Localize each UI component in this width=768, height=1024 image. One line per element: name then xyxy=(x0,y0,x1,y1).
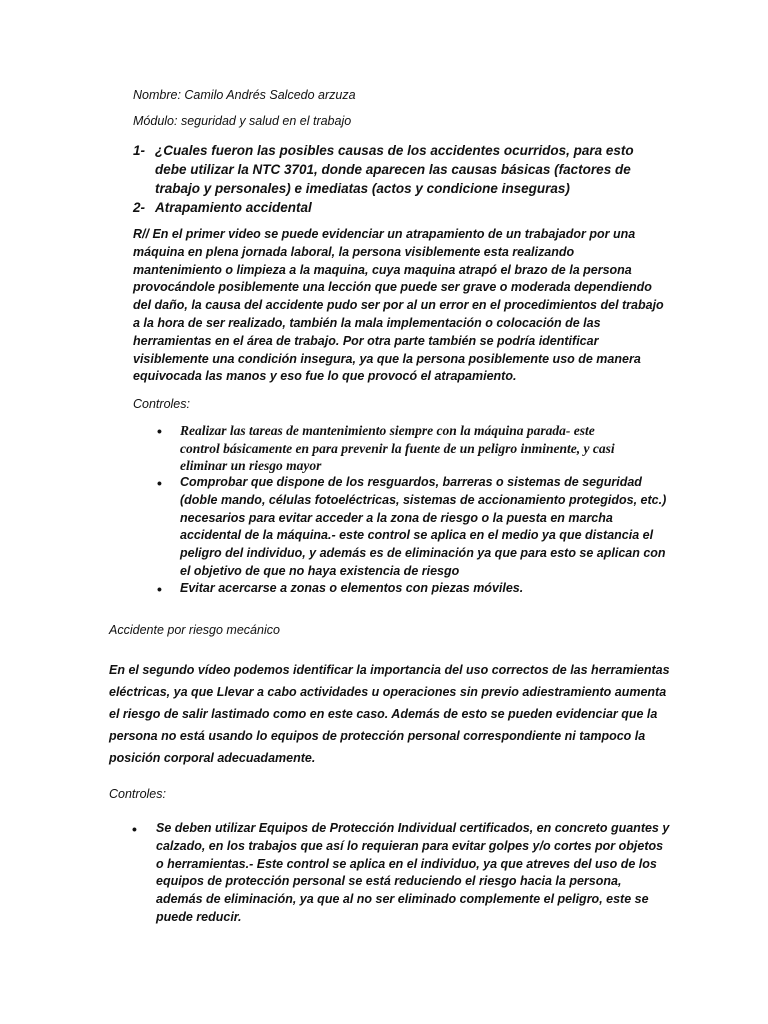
bullet-icon: • xyxy=(157,581,162,597)
section-2-line: posición corporal adecuadamente. xyxy=(109,751,316,765)
answer-1-line: del daño, la causa del accidente pudo ser por al un error en el procedimientos del trabajo xyxy=(133,298,664,313)
question-1-line: debe utilizar la NTC 3701, donde aparecen las causas básicas (factores de xyxy=(155,162,631,177)
section-2-title: Accidente por riesgo mecánico xyxy=(109,623,280,637)
answer-1-line: visiblemente una condición insegura, ya que la persona posiblemente uso de manera xyxy=(133,351,641,366)
section-2-line: En el segundo vídeo podemos identificar la importancia del uso correctos de las herramientas xyxy=(109,663,670,677)
answer-1-line: a la hora de ser realizado, también la mala implementación o colocación de las xyxy=(133,315,601,330)
control-2-item-1 xyxy=(156,820,669,927)
section-2-line: eléctricas, ya que Llevar a cabo actividades u operaciones sin previo adiestramiento aumenta xyxy=(109,685,667,699)
control-item-line: eliminar un riesgo mayor xyxy=(180,458,322,473)
control-item-line: puede reducir. xyxy=(156,909,242,924)
control-item-line: o herramientas.- Este control se aplica en el individuo, ya que atreves del uso de los xyxy=(156,856,657,871)
controls-1-heading: Controles: xyxy=(133,397,190,411)
controls-2-heading: Controles: xyxy=(109,787,166,801)
bullet-icon: • xyxy=(157,475,162,491)
question-2-number: 2- xyxy=(133,200,146,215)
question-2-text: Atrapamiento accidental xyxy=(155,200,312,215)
control-item-line: Comprobar que dispone de los resguardos, barreras o sistemas de seguridad xyxy=(180,475,642,489)
answer-1-line: provocándole posiblemente una lección que puede ser grave o moderada dependiendo xyxy=(133,280,652,295)
question-1-text xyxy=(155,141,634,198)
answer-1-line: mantenimiento o limpieza a la maquina, cuya maquina atrapó el brazo de la persona xyxy=(133,262,632,277)
control-item-line: control básicamente en para prevenir la fuente de un peligro inminente, y casi xyxy=(180,440,615,456)
question-1-line: trabajo y personales) e imediatas (actos y condicione inseguras) xyxy=(155,181,570,196)
question-1-number: 1- xyxy=(133,143,146,158)
control-item-line: además de eliminación, ya que al no ser eliminado complemente el peligro, este se xyxy=(156,892,649,907)
control-1-item-1 xyxy=(180,422,615,475)
answer-1-line: máquina en plena jornada laboral, la persona visiblemente esta realizando xyxy=(133,244,575,259)
bullet-icon: • xyxy=(132,821,137,837)
control-item-line: (doble mando, células fotoeléctricas, sistemas de accionamiento protegidos, etc.) xyxy=(180,492,667,507)
answer-1-line: R// En el primer video se puede evidenciar un atrapamiento de un trabajador por una xyxy=(133,227,636,241)
control-item-line: calzado, en los trabajos que así lo requieran para evitar golpes y/o cortes por objetos xyxy=(156,838,664,853)
section-2-line: el riesgo de salir lastimado como en este caso. Además de esto se pueden evidenciar que la xyxy=(109,707,658,721)
answer-1-line: herramientas en el área de trabajo. Por otra parte también se podría identificar xyxy=(133,333,599,348)
control-item-line: equipos de protección personal se está reduciendo el riesgo hacia la persona, xyxy=(156,874,622,889)
control-item-line: accidental de la máquina.- este control se aplica en el medio ya que distancia el xyxy=(180,528,654,543)
module-line: Módulo: seguridad y salud en el trabajo xyxy=(133,114,352,128)
answer-1-paragraph xyxy=(133,226,664,386)
control-1-item-2 xyxy=(180,474,666,581)
section-2-paragraph xyxy=(109,659,670,769)
control-item-line: Se deben utilizar Equipos de Protección Individual certificados, en concreto guantes y xyxy=(156,821,670,835)
section-2-line: persona no está usando lo equipos de protección personal correspondiente ni tampoco la xyxy=(109,729,646,743)
bullet-icon: • xyxy=(157,423,162,439)
question-1-line: ¿Cuales fueron las posibles causas de los accidentes ocurridos, para esto xyxy=(155,143,634,158)
control-1-item-3: Evitar acercarse a zonas o elementos con piezas móviles. xyxy=(180,581,524,595)
control-item-line: peligro del individuo, y además es de eliminación ya que para esto se aplican con xyxy=(180,546,666,561)
answer-1-line: equivocada las manos y eso fue lo que provocó el atrapamiento. xyxy=(133,369,517,384)
control-item-line: el objetivo de que no haya existencia de riesgo xyxy=(180,563,460,578)
control-item-line: Realizar las tareas de mantenimiento siempre con la máquina parada- este xyxy=(180,423,595,438)
control-item-line: necesarios para evitar acceder a la zona de riesgo o la puesta en marcha xyxy=(180,510,613,525)
name-line: Nombre: Camilo Andrés Salcedo arzuza xyxy=(133,88,356,102)
